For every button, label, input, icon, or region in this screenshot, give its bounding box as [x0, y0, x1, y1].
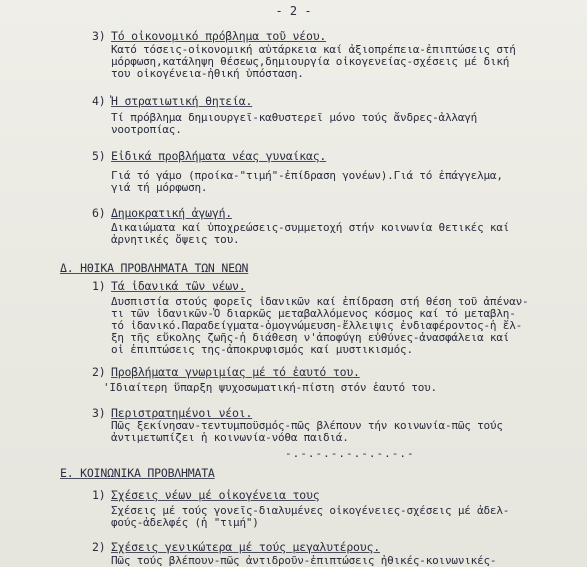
- text-line: μόρφωση,κατάληψη θέσεως,δημιουργία οἰκογενείας-σχέσεις μέ δική: [111, 55, 510, 68]
- subsection-heading: Προβλήματα γνωριμίας μέ τό ἐαυτό του.: [111, 365, 360, 379]
- item-number: 2): [92, 365, 106, 379]
- section-heading: Τό οἰκονομικό πρόβλημα τοῦ νέου.: [111, 29, 327, 43]
- text-line: ἀρνητικές ὄψεις του.: [111, 233, 240, 246]
- subsection-heading: Τά ἰδανικά τῶν νέων.: [111, 279, 246, 293]
- text-line: οἱ ἐπιπτώσεις της-ἀποκρυφισμός καί μυστικισμός.: [111, 343, 413, 356]
- text-line: 'Ιδιαίτερη ὕπαρξη ψυχοσωματική-πίστη στόν ἑαυτό του.: [103, 381, 437, 394]
- item-number: 6): [92, 206, 106, 220]
- section-heading: Εἰδικά προβλήματα νέας γυναίκας.: [111, 149, 327, 163]
- section-heading: Δημοκρατική ἀγωγή.: [111, 206, 233, 220]
- text-line: του οἰκογένεια-ἠθική ὑπόσταση.: [111, 67, 304, 80]
- text-line: φούς-ἀδελφές (ἡ "τιμή"): [111, 516, 259, 529]
- text-line: τι τῶν ἰδανικῶν-Ὁ διαρκῶς μεταβαλλόμενος κόσμος καί τό μεταβλη-: [111, 307, 516, 320]
- subsection-heading: Περιστρατημένοι νέοι.: [111, 406, 253, 420]
- text-line: Πῶς ξεκίνησαν-τεντυμποϋσμός-πῶς βλέπουν τήν κοινωνία-πῶς τούς: [111, 419, 503, 432]
- text-line: νοοτροπίας.: [111, 123, 182, 136]
- item-number: 4): [92, 94, 106, 108]
- item-number: 5): [92, 149, 106, 163]
- section-heading: Ἡ στρατιωτική θητεία.: [111, 94, 253, 108]
- separator: -.-.-.-.-.-.-.-.-: [285, 447, 415, 460]
- text-line: Τί πρόβλημα δημιουργεῖ-καθυστερεῖ μόνο τούς ἄνδρες-ἀλλαγή: [111, 111, 478, 124]
- item-number: 3): [92, 406, 106, 420]
- text-line: Γιά τό γάμο (προίκα-"τιμή"-ἐπίδραση γονέων).Γιά τό ἐπάγγελμα,: [111, 169, 503, 182]
- text-line: ξη τῆς εὔκολης ζωῆς-ἡ διάθεση ν'ἀποφύγη εὐθύνες-ἀνασφάλεια καί: [111, 331, 510, 344]
- part-d-heading: Δ. ΗΘΙΚΑ ΠΡΟΒΛΗΜΑΤΑ ΤΩΝ ΝΕΩΝ: [60, 261, 249, 275]
- text-line: Σχέσεις μέ τούς γονεῖς-διαλυμένες οἰκογένειες-σχέσεις μέ ἀδελ-: [111, 504, 510, 517]
- subsection-heading: Σχέσεις γενικώτερα μέ τούς μεγαλυτέρους.: [111, 540, 380, 554]
- item-number: 1): [92, 488, 106, 502]
- text-line: γιά τή μόρφωση.: [111, 181, 208, 194]
- subsection-heading: Σχέσεις νέων μέ οἰκογένεια τους: [111, 488, 320, 502]
- text-line: τό ἰδανικό.Παραδείγματα-ὁμογνώμευση-ἔλλειψις ἐνδιαφέροντος-ἡ ἔλ-: [111, 319, 523, 332]
- text-line: Δυσπιστία στούς φορεῖς ἰδανικῶν καί ἐπίδραση στή θέση τοῦ ἀπέναν-: [111, 295, 529, 308]
- item-number: 3): [92, 29, 106, 43]
- text-line: ἀντιμετωπίζει ἡ κοινωνία-νόθα παιδιά.: [111, 431, 349, 444]
- item-number: 2): [92, 540, 106, 554]
- text-line: Κατό τόσεις-οἰκονομική αὐτάρκεια καί ἀξιοπρέπεια-ἐπιπτώσεις στή: [111, 43, 516, 56]
- text-line: Δικαιώματα καί ὑποχρεώσεις-συμμετοχή στήν κοινωνία θετικές καί: [111, 221, 510, 234]
- item-number: 1): [92, 279, 106, 293]
- text-line: Πῶς τούς βλέπουν-πῶς ἀντιδροῦν-ἐπιπτώσεις ἠθικές-κοινωνικές-: [111, 554, 497, 567]
- part-e-heading: Ε. ΚΟΙΝΩΝΙΚΑ ΠΡΟΒΛΗΜΑΤΑ: [60, 466, 215, 480]
- page-number: - 2 -: [275, 4, 312, 18]
